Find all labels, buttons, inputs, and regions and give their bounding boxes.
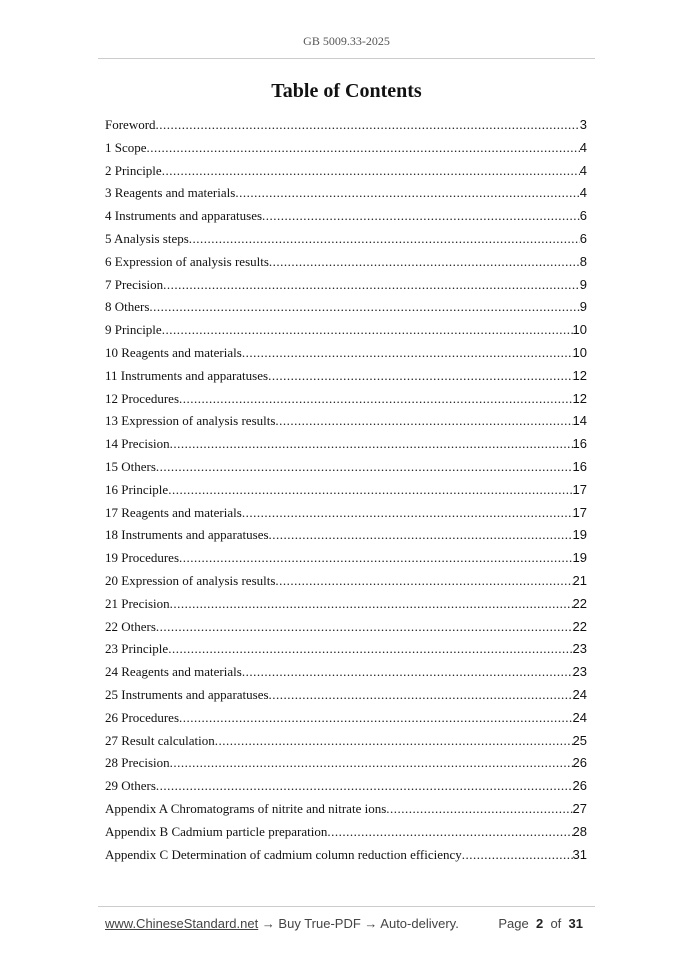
website-link[interactable]: www.ChineseStandard.net <box>105 916 259 931</box>
toc-entry[interactable] <box>105 732 587 755</box>
toc-entry[interactable] <box>105 207 587 230</box>
toc-entry-page: 25 <box>572 732 587 748</box>
toc-entry[interactable] <box>105 367 587 390</box>
toc-entry-label: 29 Others <box>105 778 156 794</box>
toc-entry-page: 21 <box>572 572 587 588</box>
dot-leader <box>269 686 573 704</box>
toc-entry-label: 10 Reagents and materials <box>105 344 242 360</box>
dot-leader <box>215 732 573 750</box>
toc-entry-page: 28 <box>572 823 587 839</box>
toc-entry[interactable] <box>105 800 587 823</box>
toc-entry-label: 20 Expression of analysis results <box>105 572 276 588</box>
toc-entry[interactable] <box>105 276 587 299</box>
toc-entry[interactable] <box>105 777 587 800</box>
dot-leader <box>162 321 573 339</box>
toc-entry[interactable] <box>105 162 587 185</box>
toc-entry[interactable] <box>105 686 587 709</box>
dot-leader <box>156 618 573 636</box>
page-footer <box>105 916 583 931</box>
toc-entry-label: 3 Reagents and materials <box>105 185 236 201</box>
toc-entry-page: 9 <box>579 299 587 315</box>
toc-entry[interactable] <box>105 549 587 572</box>
dot-leader <box>275 572 572 590</box>
toc-entry[interactable] <box>105 846 587 869</box>
toc-entry-label: 11 Instruments and apparatuses <box>105 367 269 383</box>
dot-leader <box>235 184 579 202</box>
toc-entry[interactable] <box>105 618 587 641</box>
toc-entry-label: 12 Procedures <box>105 390 180 406</box>
toc-entry-label: 16 Principle <box>105 481 169 497</box>
dot-leader <box>156 458 573 476</box>
toc-entry[interactable] <box>105 572 587 595</box>
toc-entry-label: 14 Precision <box>105 436 170 452</box>
toc-entry[interactable] <box>105 184 587 207</box>
dot-leader <box>162 162 580 180</box>
toc-entry[interactable] <box>105 640 587 663</box>
toc-entry-page: 14 <box>572 413 587 429</box>
dot-leader <box>156 116 580 134</box>
toc-entry-page: 23 <box>572 664 587 680</box>
toc-entry-page: 10 <box>572 344 587 360</box>
toc-entry-label: 9 Principle <box>105 322 162 338</box>
toc-entry-page: 17 <box>572 504 587 520</box>
toc-entry-label: Appendix B Cadmium particle preparation <box>105 823 328 839</box>
footer-promo <box>105 916 459 931</box>
toc-entry-page: 8 <box>579 253 587 269</box>
dot-leader <box>189 230 580 248</box>
dot-leader <box>156 777 573 795</box>
dot-leader <box>386 800 572 818</box>
toc-entry-label: 4 Instruments and apparatuses <box>105 208 263 224</box>
toc-entry-page: 6 <box>579 208 587 224</box>
toc-entry[interactable] <box>105 116 587 139</box>
toc-entry-label: 22 Others <box>105 618 156 634</box>
dot-leader <box>179 390 573 408</box>
toc-entry-page: 22 <box>572 595 587 611</box>
toc-entry[interactable] <box>105 709 587 732</box>
toc-entry-label: 2 Principle <box>105 162 162 178</box>
dot-leader <box>170 754 573 772</box>
toc-entry[interactable] <box>105 139 587 162</box>
toc-entry[interactable] <box>105 321 587 344</box>
dot-leader <box>242 504 573 522</box>
total-pages: 31 <box>568 916 583 931</box>
dot-leader <box>168 640 572 658</box>
toc-entry[interactable] <box>105 663 587 686</box>
promo-text: → Buy True-PDF → Auto-delivery. <box>258 916 459 931</box>
toc-entry-page: 24 <box>572 709 587 725</box>
toc-entry-page: 9 <box>579 276 587 292</box>
toc-entry[interactable] <box>105 390 587 413</box>
dot-leader <box>242 663 573 681</box>
toc-entry-page: 26 <box>572 755 587 771</box>
table-of-contents <box>105 116 587 868</box>
toc-entry-page: 27 <box>572 800 587 816</box>
toc-entry-label: 18 Instruments and apparatuses <box>105 527 269 543</box>
toc-entry-label: 15 Others <box>105 458 156 474</box>
toc-entry-label: 6 Expression of analysis results <box>105 253 269 269</box>
toc-entry[interactable] <box>105 344 587 367</box>
toc-entry-page: 23 <box>572 641 587 657</box>
page-title: Table of Contents <box>271 80 422 102</box>
footer-divider <box>98 906 595 907</box>
dot-leader <box>179 549 573 567</box>
dot-leader <box>179 709 573 727</box>
toc-entry[interactable] <box>105 823 587 846</box>
toc-entry-label: 7 Precision <box>105 276 164 292</box>
toc-entry-page: 6 <box>579 230 587 246</box>
toc-entry-label: 27 Result calculation <box>105 732 215 748</box>
dot-leader <box>170 595 573 613</box>
dot-leader <box>242 344 573 362</box>
dot-leader <box>275 412 572 430</box>
dot-leader <box>327 823 572 841</box>
page-word: Page <box>498 916 529 931</box>
dot-leader <box>147 139 580 157</box>
toc-entry-label: 1 Scope <box>105 139 147 155</box>
current-page: 2 <box>535 916 544 931</box>
toc-entry-page: 26 <box>572 778 587 794</box>
toc-entry[interactable] <box>105 253 587 276</box>
toc-entry-page: 4 <box>579 185 587 201</box>
toc-entry-label: 28 Precision <box>105 755 170 771</box>
dot-leader <box>268 367 572 385</box>
dot-leader <box>163 276 580 294</box>
running-header: GB 5009.33-2025 <box>303 34 390 48</box>
toc-entry[interactable] <box>105 481 587 504</box>
toc-entry-label: 23 Principle <box>105 641 169 657</box>
toc-entry[interactable] <box>105 458 587 481</box>
toc-entry-page: 17 <box>572 481 587 497</box>
toc-entry[interactable] <box>105 435 587 458</box>
header-divider <box>98 58 595 59</box>
toc-entry[interactable] <box>105 504 587 527</box>
toc-entry-page: 31 <box>572 846 587 862</box>
toc-entry-page: 12 <box>572 390 587 406</box>
toc-entry-page: 22 <box>572 618 587 634</box>
of-word: of <box>550 916 562 931</box>
toc-entry[interactable] <box>105 754 587 777</box>
toc-entry-label: 8 Others <box>105 299 150 315</box>
dot-leader <box>170 435 573 453</box>
dot-leader <box>168 481 572 499</box>
page-indicator <box>498 916 583 931</box>
dot-leader <box>149 298 579 316</box>
toc-entry-label: 26 Procedures <box>105 709 180 725</box>
toc-entry-label: 13 Expression of analysis results <box>105 413 276 429</box>
toc-entry[interactable] <box>105 526 587 549</box>
toc-entry[interactable] <box>105 412 587 435</box>
toc-entry-label: 17 Reagents and materials <box>105 504 242 520</box>
toc-entry-page: 10 <box>572 322 587 338</box>
toc-entry-page: 16 <box>572 436 587 452</box>
toc-entry-page: 16 <box>572 458 587 474</box>
toc-entry-page: 24 <box>572 686 587 702</box>
toc-entry-label: 21 Precision <box>105 595 170 611</box>
toc-entry-page: 4 <box>579 162 587 178</box>
dot-leader <box>269 526 573 544</box>
toc-entry[interactable] <box>105 298 587 321</box>
dot-leader <box>262 207 580 225</box>
toc-entry[interactable] <box>105 595 587 618</box>
toc-entry-page: 19 <box>572 527 587 543</box>
dot-leader <box>462 846 573 864</box>
toc-entry-page: 3 <box>579 117 587 132</box>
toc-entry-label: 24 Reagents and materials <box>105 664 242 680</box>
dot-leader <box>269 253 580 271</box>
toc-entry-label: 5 Analysis steps <box>105 230 189 246</box>
toc-entry-page: 19 <box>572 550 587 566</box>
toc-entry-label: 19 Procedures <box>105 550 180 566</box>
toc-entry-page: 4 <box>579 139 587 155</box>
toc-entry-label: 25 Instruments and apparatuses <box>105 686 269 702</box>
toc-entry[interactable] <box>105 230 587 253</box>
toc-entry-label: Appendix C Determination of cadmium column reduction efficiency <box>105 846 462 862</box>
toc-entry-label: Appendix A Chromatograms of nitrite and nitrate ions <box>105 800 387 816</box>
toc-entry-label: Foreword <box>105 117 156 132</box>
toc-entry-page: 12 <box>572 367 587 383</box>
